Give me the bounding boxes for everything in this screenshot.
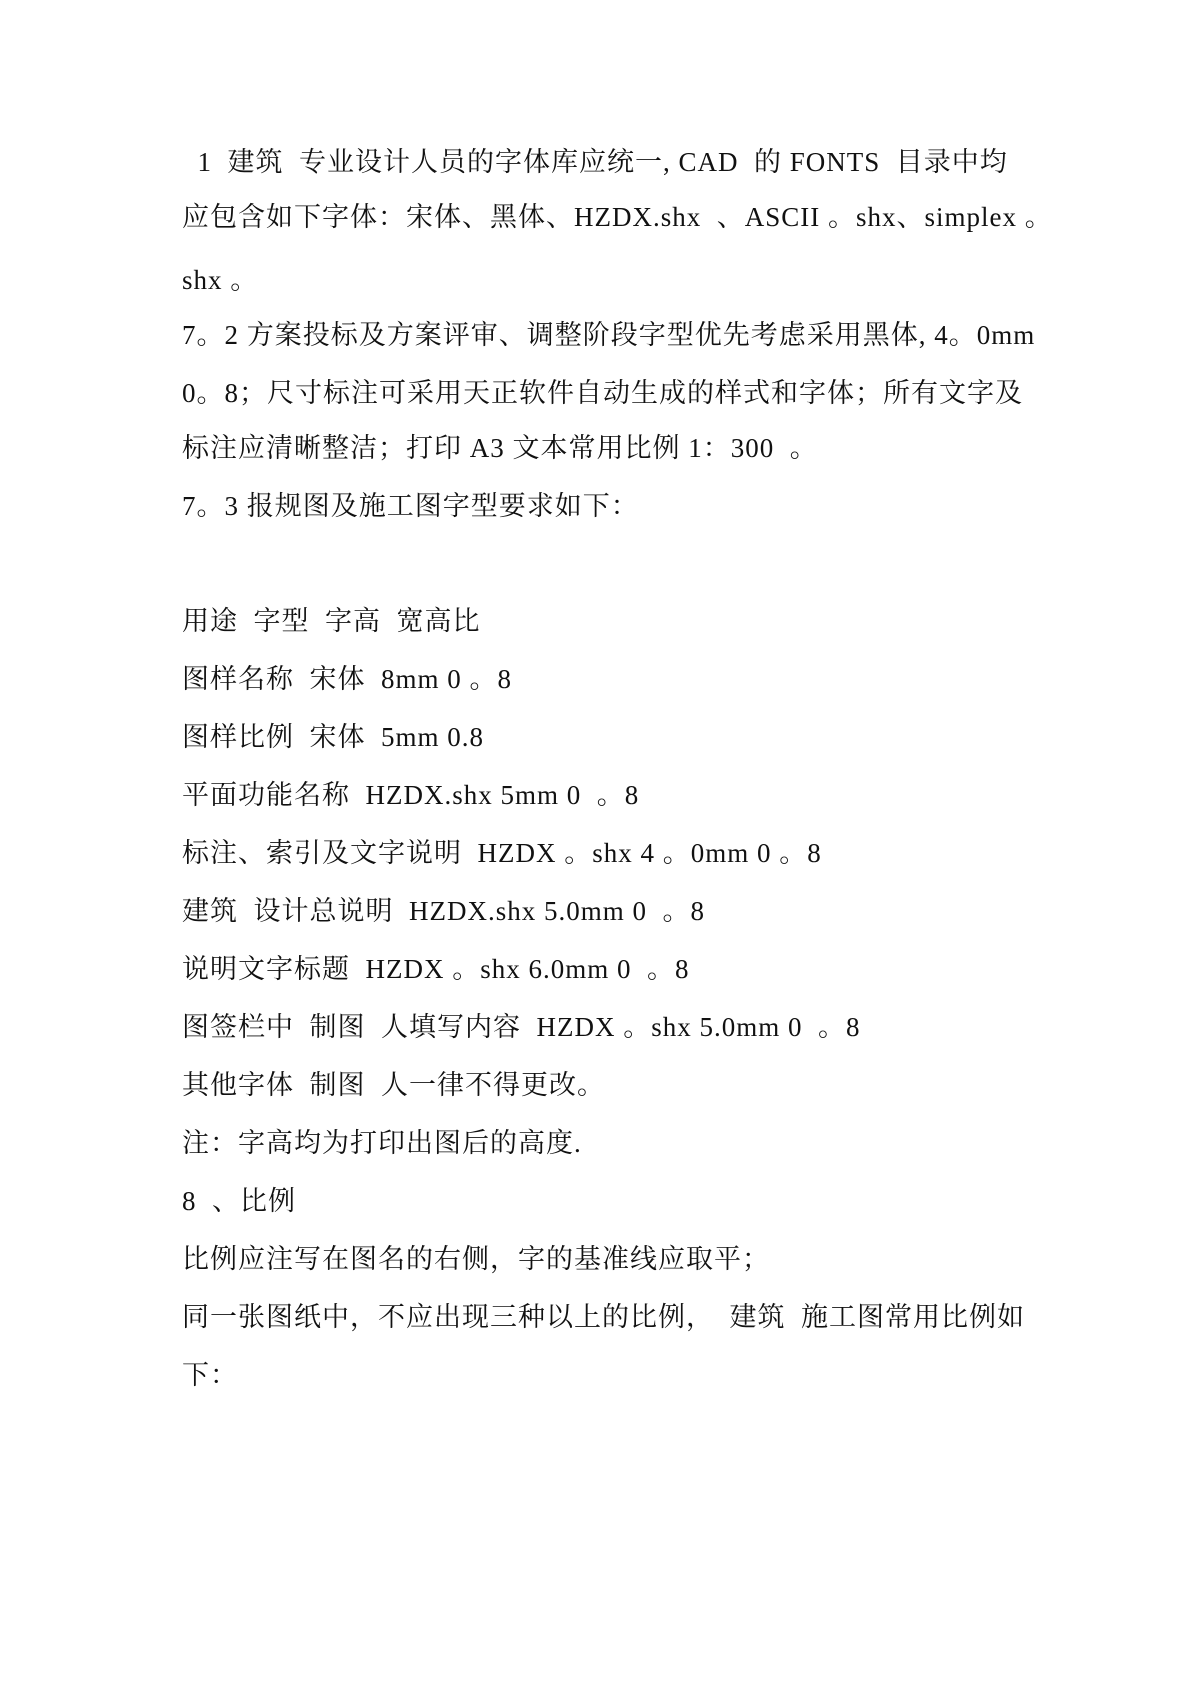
section-7-2-line-2: 0。8；尺寸标注可采用天正软件自动生成的样式和字体；所有文字及: [182, 378, 1023, 408]
scale-paragraph-line-3: 下：: [182, 1360, 238, 1390]
font-table-row: 平面功能名称 HZDX.shx 5mm 0 。8: [182, 780, 640, 810]
font-table-row: 图样名称 宋体 8mm 0 。8: [182, 664, 513, 694]
paragraph-fonts-line-1: 1 建筑 专业设计人员的字体库应统一, CAD 的 FONTS 目录中均: [182, 147, 1008, 177]
font-table-note: 其他字体 制图 人一律不得更改。: [182, 1070, 605, 1100]
paragraph-fonts-line-3: shx 。: [182, 265, 259, 295]
font-table-row: 建筑 设计总说明 HZDX.shx 5.0mm 0 。8: [182, 896, 705, 926]
section-7-2-line-1: 7。2 方案投标及方案评审、调整阶段字型优先考虑采用黑体, 4。0mm: [182, 320, 1036, 350]
font-table-row: 说明文字标题 HZDX 。shx 6.0mm 0 。8: [182, 954, 690, 984]
scale-paragraph-line-1: 比例应注写在图名的右侧，字的基准线应取平；: [182, 1244, 770, 1274]
section-7-3-heading: 7。3 报规图及施工图字型要求如下：: [182, 491, 639, 521]
paragraph-fonts-line-2: 应包含如下字体：宋体、黑体、HZDX.shx 、ASCII 。shx、simplex 。: [182, 202, 1053, 232]
section-7-2-line-3: 标注应清晰整洁；打印 A3 文本常用比例 1：300 。: [182, 433, 818, 463]
font-table-header: 用途 字型 字高 宽高比: [182, 606, 481, 636]
font-height-note: 注：字高均为打印出图后的高度.: [182, 1128, 582, 1158]
font-table-row: 图样比例 宋体 5mm 0.8: [182, 722, 485, 752]
font-table-row: 图签栏中 制图 人填写内容 HZDX 。shx 5.0mm 0 。8: [182, 1012, 861, 1042]
font-table-row: 标注、索引及文字说明 HZDX 。shx 4 。0mm 0 。8: [182, 838, 822, 868]
scale-paragraph-line-2: 同一张图纸中，不应出现三种以上的比例， 建筑 施工图常用比例如: [182, 1302, 1025, 1332]
section-8-heading: 8 、比例: [182, 1186, 296, 1216]
